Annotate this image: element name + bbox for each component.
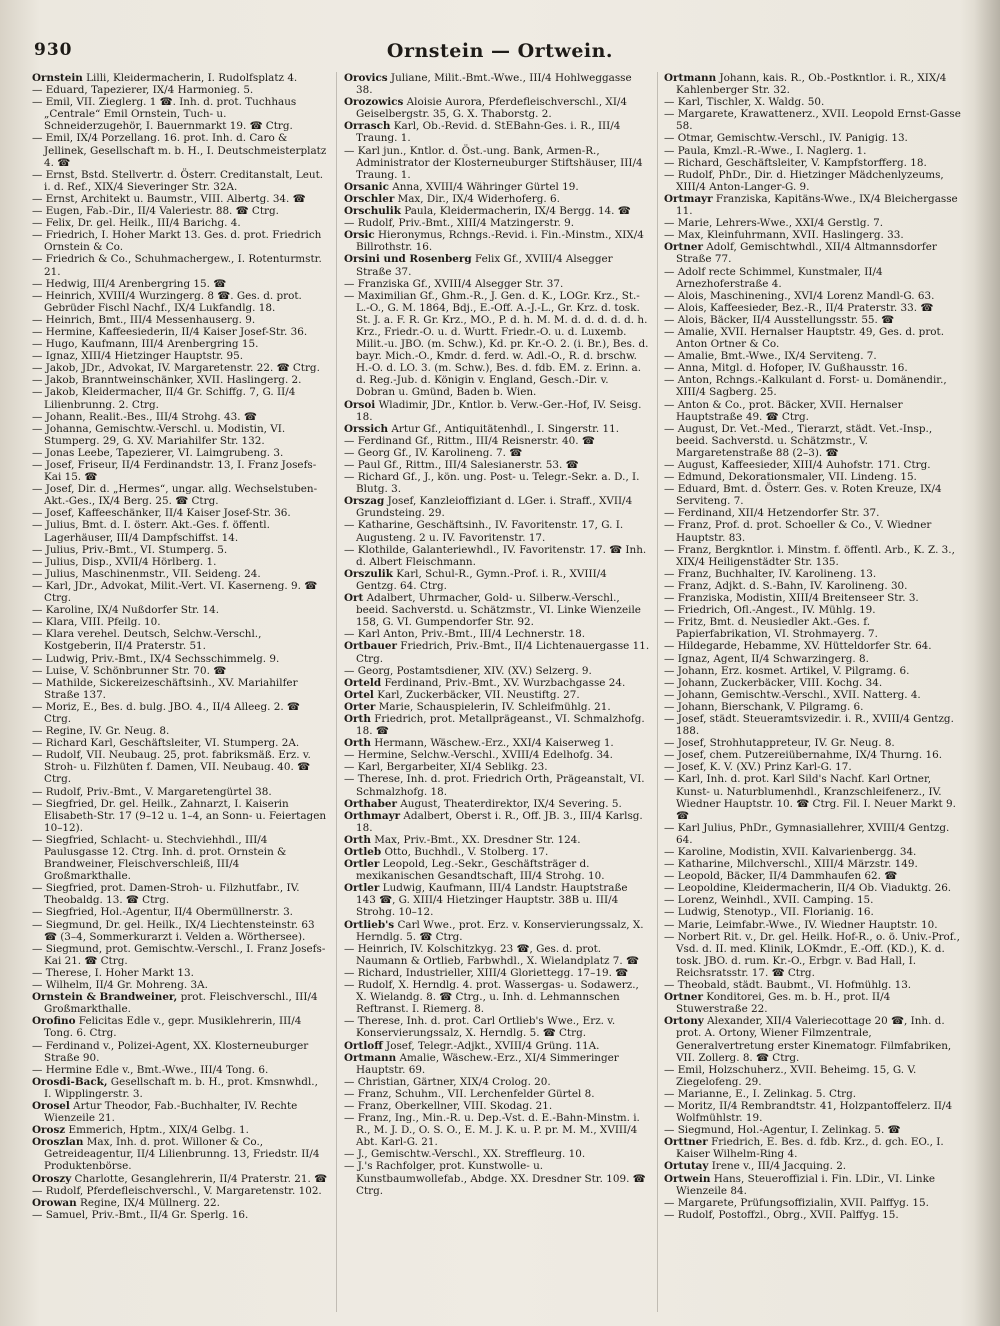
directory-entry: — Friedrich, I. Hoher Markt 13. Ges. d. prot. Friedrich Ornstein & Co. (32, 229, 322, 254)
directory-entry: — Josef, Dir. d. „Hermes“, ungar. allg. Wechselstuben-Akt.-Ges., IX/4 Berg. 25. ☎ Ctrg. (32, 483, 318, 508)
entry-surname: Orosz (32, 1124, 66, 1137)
entry-surname: Orsic (344, 229, 375, 242)
directory-entry: — Hedwig, III/4 Arenbergring 15. ☎ (32, 277, 227, 290)
entry-surname: Orofino (32, 1015, 76, 1028)
directory-entry: — Heinrich, XVIII/4 Wurzingerg. 8 ☎. Ges. d. prot. Gebrüder Fischl Nachf., IX/4 Lukfandlg. 18. (32, 289, 302, 314)
entry-surname: Ortler (344, 882, 380, 895)
directory-entry: — Theobald, städt. Baubmt., VI. Hofmühlg. 13. (664, 979, 912, 992)
entry-surname: Orowan (32, 1196, 77, 1209)
directory-entry: — Karl, JDr., Advokat, Milit.-Vert. VI. Kaserneng. 9. ☎ Ctrg. (32, 579, 318, 605)
directory-entry: Orosz Emmerich, Hptm., XIX/4 Gelbg. 1. (32, 1124, 249, 1137)
directory-entry: — Karl jun., Kntlor. d. Öst.-ung. Bank, Armen-R., Administrator der Klosterneuburger Stiftshäuser, III/4 Traung. 1. (344, 144, 643, 181)
directory-entry: — Josef, Strohhutappreteur, IV. Gr. Neug. 8. (664, 737, 895, 750)
entry-surname: Ortony (664, 1015, 704, 1028)
directory-entry: — Johann, Zuckerbäcker, VIII. Kochg. 34. (664, 676, 883, 689)
directory-entry: — Rudolf, Priv.-Bmt., XIII/4 Matzingerstr. 9. (344, 217, 575, 230)
entry-surname: Orsanic (344, 180, 389, 193)
directory-entry: — Jakob, Branntweinschänker, XVII. Haslingerg. 2. (32, 374, 302, 387)
directory-entry: Ornstein & Brandweiner, prot. Fleischverschl., III/4 Großmarkthalle. (32, 991, 318, 1016)
directory-entry: — Siegfried, prot. Damen-Stroh- u. Filzhutfabr., IV. Theobaldg. 13. ☎ Ctrg. (32, 882, 300, 907)
directory-entry: — Felix, Dr. gel. Heilk., III/4 Barichg. 4. (32, 217, 241, 230)
directory-entry: — Josef, städt. Steueramtsvizedir. i. R., XVIII/4 Gentzg. 188. (664, 712, 954, 738)
directory-entry: — Paula, Kmzl.-R.-Wwe., I. Naglerg. 1. (664, 144, 867, 157)
directory-entry: — Karl, Bergarbeiter, XI/4 Seblikg. 23. (344, 761, 548, 774)
directory-entry: — Richard, Geschäftsleiter, V. Kampfstorfferg. 18. (664, 156, 927, 169)
directory-entry: — Karl Anton, Priv.-Bmt., III/4 Lechnerstr. 18. (344, 628, 586, 641)
directory-entry: — Ernst, Bstd. Stellvertr. d. Österr. Creditanstalt, Leut. i. d. Ref., XIX/4 Sieveringer Str. 32A. (32, 168, 324, 193)
directory-entry: — Klara verehel. Deutsch, Selchw.-Verschl., Kostgeberin, II/4 Praterstr. 51. (32, 628, 262, 653)
directory-entry: — Georg Gf., IV. Karolineng. 7. ☎ (344, 446, 523, 459)
directory-entry: Orth Max, Priv.-Bmt., XX. Dresdner Str. 124. (344, 833, 581, 846)
directory-entry: Orsic Hieronymus, Rchngs.-Revid. i. Fin.-Minstm., XIX/4 Billrothstr. 16. (344, 229, 644, 254)
directory-entry: — Josef, Kaffeeschänker, II/4 Kaiser Josef-Str. 36. (32, 507, 291, 520)
column-left (32, 72, 328, 1322)
directory-entry: — Regine, IV. Gr. Neug. 8. (32, 725, 170, 738)
directory-entry: — Karoline, Modistin, XVII. Kalvarienbergg. 34. (664, 846, 917, 858)
directory-entry: — Marie, Leimfabr.-Wwe., IV. Wiedner Hauptstr. 10. (664, 918, 938, 931)
entry-surname: Orosel (32, 1099, 70, 1112)
directory-entry: — Siegmund, Hol.-Agentur, I. Zelinkag. 5. ☎ (664, 1124, 901, 1137)
directory-entry: — Katharine, Milchverschl., XIII/4 Märzstr. 149. (664, 858, 918, 871)
entry-surname: Ortbauer (344, 640, 397, 653)
directory-entry: Orsini und Rosenberg Felix Gf., XVIII/4 Alsegger Straße 37. (344, 253, 613, 278)
directory-entry: — Franz, Schuhm., VII. Lerchenfelder Gürtel 8. (344, 1087, 595, 1100)
directory-entry: — Julius, Priv.-Bmt., VI. Stumperg. 5. (32, 543, 228, 556)
entry-surname: Orttner (664, 1136, 708, 1149)
directory-entry: — Norbert Rit. v., Dr. gel. Heilk. Hof-R., o. ö. Univ.-Prof., Vsd. d. II. med. Klinik, LOKmdr., E.-Off. (KD.), K. d. tosk. JBO. d. rum. Kr.-O., Erbgr. v. Bad Hall, I. Reichsratsstr. 17. ☎ Ctrg. (664, 930, 960, 979)
directory-entry: Ortmann Amalie, Wäschew.-Erz., XI/4 Simmeringer Hauptstr. 69. (344, 1051, 619, 1076)
entry-surname: Ornstein & Brandweiner, (32, 991, 178, 1004)
directory-entry: — Margarete, Prüfungsoffizialin, XVII. Palffyg. 15. (664, 1196, 929, 1209)
directory-entry: Orozowics Aloisie Aurora, Pferdefleischverschl., XI/4 Geiselbergstr. 35, G. X. Thaborstg. 2. (344, 96, 628, 121)
directory-entry: — Eugen, Fab.-Dir., II/4 Valeriestr. 88. ☎ Ctrg. (32, 205, 279, 218)
directory-entry: — Marianne, E., I. Zelinkag. 5. Ctrg. (664, 1087, 857, 1100)
directory-entry: — Jakob, JDr., Advokat, IV. Margaretenstr. 22. ☎ Ctrg. (32, 362, 320, 375)
directory-entry: — Johann, Realit.-Bes., III/4 Strohg. 43. ☎ (32, 410, 257, 423)
directory-entry: — Karl, Tischler, X. Waldg. 50. (664, 96, 825, 109)
directory-entry: Orosdi-Back, Gesellschaft m. b. H., prot. Kmsnwhdl., I. Wipplingerstr. 3. (32, 1075, 318, 1100)
directory-entry: Orter Marie, Schauspielerin, IV. Schleifmühlg. 21. (344, 700, 611, 713)
directory-entry: Orttner Friedrich, E. Bes. d. fdb. Krz., d. gch. EO., I. Kaiser Wilhelm-Ring 4. (664, 1136, 944, 1161)
directory-entry: — Heinrich, Bmt., III/4 Messenhauserg. 9. (32, 313, 256, 326)
directory-entry: — Ludwig, Priv.-Bmt., IX/4 Sechsschimmelg. 9. (32, 652, 280, 665)
directory-entry: — Otmar, Gemischtw.-Verschl., IV. Panigig. 13. (664, 132, 908, 145)
directory-entry: — Josef, chem. Putzereiübernahme, IX/4 Thurng. 16. (664, 749, 943, 762)
column-rule (657, 72, 658, 1312)
directory-entry: — Moritz, II/4 Rembrandtstr. 41, Holzpantoffelerz. II/4 Wolfmühlstr. 19. (664, 1099, 953, 1125)
directory-entry: Ortner Konditorei, Ges. m. b. H., prot. II/4 Stuwerstraße 22. (664, 991, 891, 1016)
directory-entry: — Jakob, Kleidermacher, II/4 Gr. Schiffg. 7, G. II/4 Lilienbrunng. 2. Ctrg. (32, 386, 296, 411)
directory-entry: — August, Kaffeesieder, XIII/4 Auhofstr. 171. Ctrg. (664, 459, 931, 471)
directory-entry: — Hermine, Kaffeesiederin, II/4 Kaiser Josef-Str. 36. (32, 325, 308, 338)
directory-entry: Ortel Karl, Zuckerbäcker, VII. Neustiftg. 27. (344, 688, 580, 701)
entry-surname: Orter (344, 700, 376, 713)
directory-entry: Ortwein Hans, Steueroffizial i. Fin. LDir., VI. Linke Wienzeile 84. (664, 1172, 936, 1197)
directory-entry: Orszulik Karl, Schul-R., Gymn.-Prof. i. R., XVIII/4 Gentzg. 64. Ctrg. (344, 567, 607, 592)
entry-surname: Orsini und Rosenberg (344, 253, 472, 266)
entry-surname: Ortleb (344, 846, 382, 858)
directory-entry: — Alois, Maschinening., XVI/4 Lorenz Mandl-G. 63. (664, 289, 935, 302)
entry-surname: Ortmann (664, 72, 717, 84)
directory-entry: — Anna, Mitgl. d. Hofoper, IV. Gußhausstr. 16. (664, 362, 908, 375)
directory-entry: — Franz, Bergkntlor. i. Minstm. f. öffentl. Arb., K. Z. 3., XIX/4 Heiligenstädter Str. 135. (664, 543, 955, 568)
entry-surname: Orosdi-Back, (32, 1075, 108, 1088)
directory-entry: — Ferdinand Gf., Rittm., III/4 Reisnerstr. 40. ☎ (344, 434, 595, 447)
directory-entry: — Moriz, E., Bes. d. bulg. JBO. 4., II/4 Alleeg. 2. ☎ Ctrg. (32, 700, 300, 725)
directory-entry: Ortlieb's Carl Wwe., prot. Erz. v. Konservierungssalz, X. Herndlg. 5. ☎ Ctrg. (344, 918, 644, 943)
directory-entry: — Therese, Inh. d. prot. Carl Ortlieb's Wwe., Erz. v. Konservierungssalz, X. Herndlg. 5. ☎ Ctrg. (344, 1015, 616, 1040)
directory-entry: Orowan Regine, IX/4 Müllnerg. 22. (32, 1196, 220, 1209)
directory-entry: — Josef, Friseur, II/4 Ferdinandstr. 13, I. Franz Josefs-Kai 15. ☎ (32, 459, 317, 484)
directory-entry: — Mathilde, Sickereizeschäftsinh., XV. Mariahilfer Straße 137. (32, 676, 298, 701)
directory-entry: Orschulik Paula, Kleidermacherin, IX/4 Bergg. 14. ☎ (344, 205, 631, 218)
directory-entry: — Julius, Maschinenmstr., VII. Seideng. 24. (32, 567, 261, 580)
directory-entry: — Anton & Co., prot. Bäcker, XVII. Hernalser Hauptstraße 49. ☎ Ctrg. (664, 398, 903, 423)
directory-entry: — Franziska Gf., XVIII/4 Alsegger Str. 37. (344, 277, 564, 290)
directory-entry: — Adolf recte Schimmel, Kunstmaler, II/4 Arnezhoferstraße 4. (664, 265, 883, 290)
directory-entry: — Franz, Ing., Min.-R. u. Dep.-Vst. d. E.-Bahn-Minstm. i. R., M. J. D., O. S. O., E. M. J. K. u. P. pr. M. M., XVIII/4 Abt. Karl-G. 21. (344, 1112, 640, 1149)
directory-entry: — Emil, VII. Zieglerg. 1 ☎. Inh. d. prot. Tuchhaus „Centrale“ Emil Ornstein, Tuch- u. Schneiderzugehör, I. Bauernmarkt 19. ☎ Ctrg. (32, 96, 297, 133)
directory-entry: — Alois, Bäcker, II/4 Ausstellungsstr. 55. ☎ (664, 313, 895, 326)
directory-entry: — Eduard, Bmt. d. Österr. Ges. v. Roten Kreuze, IX/4 Serviteng. 7. (664, 483, 942, 508)
directory-entry: — Rudolf, VII. Neubaug. 25, prot. fabriksmäß. Erz. v. Stroh- u. Filzhüten f. Damen, VII. Neubaug. 40. ☎ Ctrg. (32, 749, 311, 786)
directory-entry: Orofino Felicitas Edle v., gepr. Musiklehrerin, III/4 Tong. 6. Ctrg. (32, 1015, 302, 1040)
directory-entry: — Hugo, Kaufmann, III/4 Arenbergring 15. (32, 338, 259, 351)
directory-entry: — Leopoldine, Kleidermacherin, II/4 Ob. Viaduktg. 26. (664, 882, 952, 895)
entry-surname: Oroszlan (32, 1136, 84, 1149)
directory-entry: Orosel Artur Theodor, Fab.-Buchhalter, IV. Rechte Wienzeile 21. (32, 1099, 298, 1125)
directory-entry: — Friedrich & Co., Schuhmachergew., I. Rotenturmstr. 21. (32, 253, 322, 278)
directory-entry: Oroszy Charlotte, Gesanglehrerin, II/4 Praterstr. 21. ☎ (32, 1172, 328, 1185)
column-right (664, 72, 964, 1322)
entry-surname: Ortutay (664, 1160, 709, 1173)
directory-entry: — Julius, Bmt. d. I. österr. Akt.-Ges. f. öffentl. Lagerhäuser, III/4 Dampfschiffst. 14. (32, 519, 270, 544)
entry-surname: Ortler (344, 858, 380, 871)
directory-entry: Ortleb Otto, Buchhdl., V. Stolberg. 17. (344, 846, 549, 858)
entry-surname: Orthmayr (344, 809, 401, 822)
entry-surname: Ortwein (664, 1172, 711, 1185)
entry-surname: Ort (344, 592, 364, 605)
entry-surname: Orrasch (344, 120, 391, 133)
directory-entry: — Hermine, Selchw.-Verschl., XVIII/4 Edelhofg. 34. (344, 749, 613, 762)
directory-entry: — Richard, Industrieller, XIII/4 Gloriettegg. 17–19. ☎ (344, 966, 629, 979)
directory-entry: — Marie, Lehrers-Wwe., XXI/4 Gerstlg. 7. (664, 217, 884, 230)
directory-entry: — Katharine, Geschäftsinh., IV. Favoritenstr. 17, G. I. Augusteng. 2 u. IV. Favoritenstr. 17. (344, 519, 624, 544)
directory-entry: — Leopold, Bäcker, II/4 Dammhaufen 62. ☎ (664, 870, 898, 883)
directory-entry: — Ludwig, Stenotyp., VII. Florianig. 16. (664, 906, 874, 919)
directory-entry: — Josef, K. V. (XV.) Prinz Karl-G. 17. (664, 761, 852, 774)
directory-entry: — Anton, Rchngs.-Kalkulant d. Forst- u. Domänendir., XIII/4 Sagberg. 25. (664, 374, 947, 399)
directory-entry: — J.'s Rachfolger, prot. Kunstwolle- u. Kunstbaumwollefab., Abdge. XX. Dresdner Str. 109. ☎ Ctrg. (344, 1160, 646, 1197)
directory-entry: — Siegmund, prot. Gemischtw.-Verschl., I. Franz Josefs-Kai 21. ☎ Ctrg. (32, 942, 326, 967)
directory-entry: Orth Hermann, Wäschew.-Erz., XXI/4 Kaiserweg 1. (344, 737, 614, 750)
entry-surname: Ornstein (32, 72, 83, 84)
directory-entry: Ortmayr Franziska, Kapitäns-Wwe., IX/4 Bleichergasse 11. (664, 192, 958, 218)
directory-entry: Orteld Ferdinand, Priv.-Bmt., XV. Wurzbachgasse 24. (344, 676, 626, 689)
column-rule (336, 72, 337, 1312)
directory-entry: — Therese, I. Hoher Markt 13. (32, 966, 194, 979)
directory-entry: Orth Friedrich, prot. Metallprägeanst., VI. Schmalzhofg. 18. ☎ (344, 712, 645, 738)
directory-entry: — Franz, Prof. d. prot. Schoeller & Co., V. Wiedner Hauptstr. 83. (664, 519, 932, 544)
directory-entry: — Rudolf, Postoffzl., Obrg., XVII. Palffyg. 15. (664, 1208, 899, 1221)
directory-entry: — Franziska, Modistin, XIII/4 Breitenseer Str. 3. (664, 592, 919, 605)
directory-entry: — Ferdinand, XII/4 Hetzendorfer Str. 37. (664, 507, 880, 520)
directory-entry: — Edmund, Dekorationsmaler, VII. Lindeng. 15. (664, 471, 917, 484)
entry-surname: Orozowics (344, 96, 404, 109)
directory-entry: — Samuel, Priv.-Bmt., II/4 Gr. Sperlg. 16. (32, 1208, 249, 1221)
running-head: Ornstein — Ortwein. (386, 40, 614, 62)
directory-entry: — Richard Gf., J., kön. ung. Post- u. Telegr.-Sekr. a. D., I. Blutg. 3. (344, 471, 640, 496)
directory-entry: — J., Gemischtw.-Verschl., XX. Streffleurg. 10. (344, 1148, 586, 1161)
directory-entry: Orthmayr Adalbert, Oberst i. R., Off. JB. 3., III/4 Karlsg. 18. (344, 809, 643, 834)
directory-entry: — Georg, Postamtsdiener, XIV. (XV.) Selzerg. 9. (344, 664, 592, 677)
entry-surname: Ortmann (344, 1051, 397, 1064)
directory-entry: — Karl, Inh. d. prot. Karl Sild's Nachf. Karl Ortner, Kunst- u. Naturblumenhdl., Kranzschleifenerz., IV. Wiedner Hauptstr. 10. ☎ Ctrg. Fil. I. Neuer Markt 9. ☎ (664, 773, 956, 822)
directory-entry: — Karoline, IX/4 Nußdorfer Str. 14. (32, 604, 219, 617)
directory-entry: — Wilhelm, II/4 Gr. Mohreng. 3A. (32, 979, 208, 992)
directory-entry: — Johann, Gemischtw.-Verschl., XVII. Natterg. 4. (664, 688, 921, 701)
directory-entry: — Julius, Disp., XVII/4 Hörlberg. 1. (32, 555, 217, 568)
entry-surname: Oroszy (32, 1172, 72, 1185)
directory-entry: — Ferdinand v., Polizei-Agent, XX. Klosterneuburger Straße 90. (32, 1039, 309, 1064)
directory-entry: — Richard Karl, Geschäftsleiter, VI. Stumperg. 2A. (32, 737, 300, 750)
directory-entry: — Paul Gf., Rittm., III/4 Salesianerstr. 53. ☎ (344, 459, 579, 471)
directory-entry: — Maximilian Gf., Ghm.-R., J. Gen. d. K., LOGr. Krz., St.-L.-O., G. M. 1864, Bdj., E.-Off. A.-J.-L., Gr. Krz. d. tosk. St. J. a. F. R. Gr. Krz., MO., P. d. h. M. M. d. d. d. d. d. h. Krz., Friedr.-O. u. d. Wurtt. Friedr.-O. u. d. Luxemb. Milit.-u. JBO. (m. Schw.), Kd. pr. Kr.-O. 2. (i. Br.), Bes. d. bayr. Mich.-O., Kmdr. d. ferd. w. Adl.-O., R. d. brschw. H.-O. d. LO. 3. (m. Schw.), Bes. d. fdb. EM. z. Erinn. a. d. Reg.-Jub. d. Königin v. England, Gesch.-Dir. v. Dobran u. Gmünd, Baden b. Wien. (344, 289, 649, 399)
directory-entry: Orsoi Wladimir, JDr., Kntlor. b. Verw.-Ger.-Hof, IV. Seisg. 18. (344, 398, 642, 423)
directory-entry: — Franz, Oberkellner, VIII. Skodag. 21. (344, 1099, 553, 1112)
directory-entry: — Siegfried, Schlacht- u. Stechviehhdl., III/4 Paulusgasse 12. Ctrg. Inh. d. prot. Ornstein & Brandweiner, Fleischverschleiß, III/4 Großmarkthalle. (32, 833, 287, 883)
directory-entry: — August, Dr. Vet.-Med., Tierarzt, städt. Vet.-Insp., beeid. Sachverstd. u. Schätzmstr., V. Margaretenstraße 88 (2–3). ☎ (664, 422, 933, 459)
directory-entry: — Klothilde, Galanteriewhdl., IV. Favoritenstr. 17. ☎ Inh. d. Albert Fleischmann. (344, 543, 647, 568)
entry-surname: Orteld (344, 676, 382, 689)
entry-surname: Orszulik (344, 567, 393, 580)
directory-entry: — Johanna, Gemischtw.-Verschl. u. Modistin, VI. Stumperg. 29, G. XV. Mariahilfer Str. 132. (32, 422, 286, 447)
entry-surname: Orsoi (344, 398, 376, 411)
directory-entry: — Amalie, Bmt.-Wwe., IX/4 Serviteng. 7. (664, 350, 877, 363)
directory-entry: Ornstein Lilli, Kleidermacherin, I. Rudolfsplatz 4. (32, 72, 298, 84)
entry-surname: Orthaber (344, 797, 397, 810)
directory-entry: — Ernst, Architekt u. Baumstr., VIII. Albertg. 34. ☎ (32, 192, 306, 205)
directory-entry: — Jonas Leebe, Tapezierer, VI. Laimgrubeng. 3. (32, 446, 284, 459)
directory-entry: Ort Adalbert, Uhrmacher, Gold- u. Silberw.-Verschl., beeid. Sachverstd. u. Schätzmstr., VI. Linke Wienzeile 158, G. VI. Gumpendorfer Str. 92. (344, 592, 641, 629)
directory-entry: — Siegfried, Dr. gel. Heilk., Zahnarzt, I. Kaiserin Elisabeth-Str. 17 (9–12 u. 1–4, an Sonn- u. Feiertagen 10–12). (32, 797, 327, 834)
directory-entry: Ortler Leopold, Leg.-Sekr., Geschäftsträger d. mexikanischen Gesandtschaft, III/4 Strohg. 10. (344, 858, 605, 883)
directory-entry: — Margarete, Krawattenerz., XVII. Leopold Ernst-Gasse 58. (664, 108, 961, 133)
directory-entry: — Lorenz, Weinhdl., XVII. Camping. 15. (664, 894, 874, 907)
directory-entry: Orthaber August, Theaterdirektor, IX/4 Severing. 5. (344, 797, 622, 810)
directory-entry: — Alois, Kaffeesieder, Bez.-R., II/4 Praterstr. 33. ☎ (664, 301, 934, 314)
directory-entry: Orovics Juliane, Milit.-Bmt.-Wwe., III/4 Hohlweggasse 38. (344, 72, 632, 97)
entry-surname: Orth (344, 712, 371, 725)
entry-surname: Orszag (344, 495, 385, 508)
directory-entry: Orschler Max, Dir., IX/4 Widerhoferg. 6. (344, 192, 560, 205)
directory-entry: — Franz, Buchhalter, IV. Karolineng. 13. (664, 567, 877, 580)
directory-entry: — Fritz, Bmt. d. Neusiedler Akt.-Ges. f. Papierfabrikation, VI. Strohmayerg. 7. (664, 616, 878, 641)
directory-entry: — Therese, Inh. d. prot. Friedrich Orth, Prägeanstalt, VI. Schmalzhofg. 18. (344, 773, 645, 798)
directory-entry: Ortbauer Friedrich, Priv.-Bmt., II/4 Lichtenauergasse 11. Ctrg. (344, 640, 650, 665)
directory-entry: Ortler Ludwig, Kaufmann, III/4 Landstr. Hauptstraße 143 ☎, G. XIII/4 Hietzinger Hauptstr. 38B u. III/4 Strohg. 10–12. (344, 882, 628, 919)
entry-surname: Ortner (664, 241, 703, 254)
directory-entry: — Siegmund, Dr. gel. Heilk., IX/4 Liechtensteinstr. 63 ☎ (3–4, Sommerkurarzt i. Velden a. Wörthersee). (32, 918, 315, 943)
entry-surname: Ortel (344, 688, 374, 701)
directory-entry: — Franz, Adjkt. d. S.-Bahn, IV. Karolineng. 30. (664, 579, 908, 592)
directory-entry: Ortony Alexander, XII/4 Valeriecottage 20 ☎, Inh. d. prot. A. Ortony, Wiener Filmzentrale, Generalvertretung erster Kinematogr. Filmfabriken, VII. Zollerg. 8. ☎ Ctrg. (664, 1015, 952, 1064)
directory-entry: Oroszlan Max, Inh. d. prot. Willoner & Co., Getreideagentur, II/4 Lilienbrunng. 13, Friedstr. II/4 Produktenbörse. (32, 1136, 320, 1173)
directory-entry: — Luise, V. Schönbrunner Str. 70. ☎ (32, 664, 227, 677)
directory-entry: — Rudolf, X. Herndlg. 4. prot. Wassergas- u. Sodawerz., X. Wielandg. 8. ☎ Ctrg., u. Inh. d. Lehmannschen Reftranst. I. Riemerg. 8. (344, 979, 639, 1016)
directory-entry: — Rudolf, Priv.-Bmt., V. Margaretengürtel 38. (32, 785, 272, 798)
directory-entry: Orsanic Anna, XVIII/4 Währinger Gürtel 19. (344, 180, 579, 193)
entry-surname: Ortmayr (664, 192, 713, 205)
directory-entry: — Heinrich, IV. Kolschitzkyg. 23 ☎, Ges. d. prot. Naumann & Ortlieb, Farbwhdl., X. Wielandplatz 7. ☎ (344, 942, 639, 967)
directory-entry: — Siegfried, Hol.-Agentur, II/4 Obermüllnerstr. 3. (32, 906, 293, 919)
entry-surname: Orth (344, 737, 371, 750)
entry-surname: Orschulik (344, 205, 401, 218)
column-middle (344, 72, 650, 1322)
directory-entry: Orssich Artur Gf., Antiquitätenhdl., I. Singerstr. 11. (344, 422, 620, 435)
directory-entry: — Emil, IX/4 Porzellang. 16. prot. Inh. d. Caro & Jellinek, Gesellschaft m. b. H., I. Deutschmeisterplatz 4. ☎ (32, 132, 327, 169)
directory-entry: Ortloff Josef, Telegr.-Adjkt., XVIII/4 Grüng. 11A. (344, 1039, 600, 1052)
entry-surname: Ortloff (344, 1039, 383, 1052)
directory-entry: — Ignaz, Agent, II/4 Schwarzingerg. 8. (664, 652, 869, 665)
directory-entry: Ortmann Johann, kais. R., Ob.-Postkntlor. i. R., XIX/4 Kahlenberger Str. 32. (664, 72, 947, 97)
directory-entry: — Karl Julius, PhDr., Gymnasiallehrer, XVIII/4 Gentzg. 64. (664, 821, 950, 846)
directory-entry: Orrasch Karl, Ob.-Revid. d. StEBahn-Ges. i. R., III/4 Traung. 1. (344, 120, 621, 145)
entry-surname: Ortlieb's (344, 918, 395, 931)
entry-surname: Ortner (664, 991, 703, 1004)
directory-entry: — Rudolf, Pferdefleischverschl., V. Margaretenstr. 102. (32, 1184, 322, 1197)
directory-entry: — Rudolf, PhDr., Dir. d. Hietzinger Mädchenlyzeums, XIII/4 Anton-Langer-G. 9. (664, 168, 944, 193)
entry-surname: Orth (344, 833, 371, 846)
page-edge-shadow (974, 0, 1000, 1326)
directory-entry: — Emil, Holzschuherz., XVII. Beheimg. 15, G. V. Ziegelofeng. 29. (664, 1063, 917, 1088)
directory-entry: — Klara, VIII. Pfeilg. 10. (32, 616, 161, 629)
directory-entry: — Johann, Erz. kosmet. Artikel, V. Pilgramg. 6. (664, 664, 910, 677)
directory-entry: — Johann, Bierschank, V. Pilgramg. 6. (664, 700, 864, 713)
directory-entry: — Max, Kleinfuhrmann, XVII. Haslingerg. 33. (664, 229, 904, 242)
entry-surname: Orovics (344, 72, 388, 84)
directory-entry: — Eduard, Tapezierer, IX/4 Harmonieg. 5. (32, 84, 254, 97)
directory-entry: Orszag Josef, Kanzleioffiziant d. LGer. i. Straff., XVII/4 Grundsteing. 29. (344, 495, 633, 520)
directory-entry: — Friedrich, Ofl.-Angest., IV. Mühlg. 19. (664, 604, 876, 617)
directory-entry: — Ignaz, XIII/4 Hietzinger Hauptstr. 95. (32, 350, 244, 363)
directory-entry: — Christian, Gärtner, XIX/4 Crolog. 20. (344, 1075, 551, 1088)
directory-entry: — Amalie, XVII. Hernalser Hauptstr. 49, Ges. d. prot. Anton Ortner & Co. (664, 325, 945, 351)
directory-entry: Ortutay Irene v., III/4 Jacquing. 2. (664, 1160, 847, 1173)
entry-surname: Orssich (344, 422, 389, 435)
directory-entry: — Hermine Edle v., Bmt.-Wwe., III/4 Tong. 6. (32, 1063, 269, 1076)
entry-surname: Orschler (344, 192, 395, 205)
directory-entry: Ortner Adolf, Gemischtwhdl., XII/4 Altmannsdorfer Straße 77. (664, 241, 937, 266)
directory-entry: — Hildegarde, Hebamme, XV. Hütteldorfer Str. 64. (664, 640, 932, 653)
page-number: 930 (34, 40, 73, 60)
